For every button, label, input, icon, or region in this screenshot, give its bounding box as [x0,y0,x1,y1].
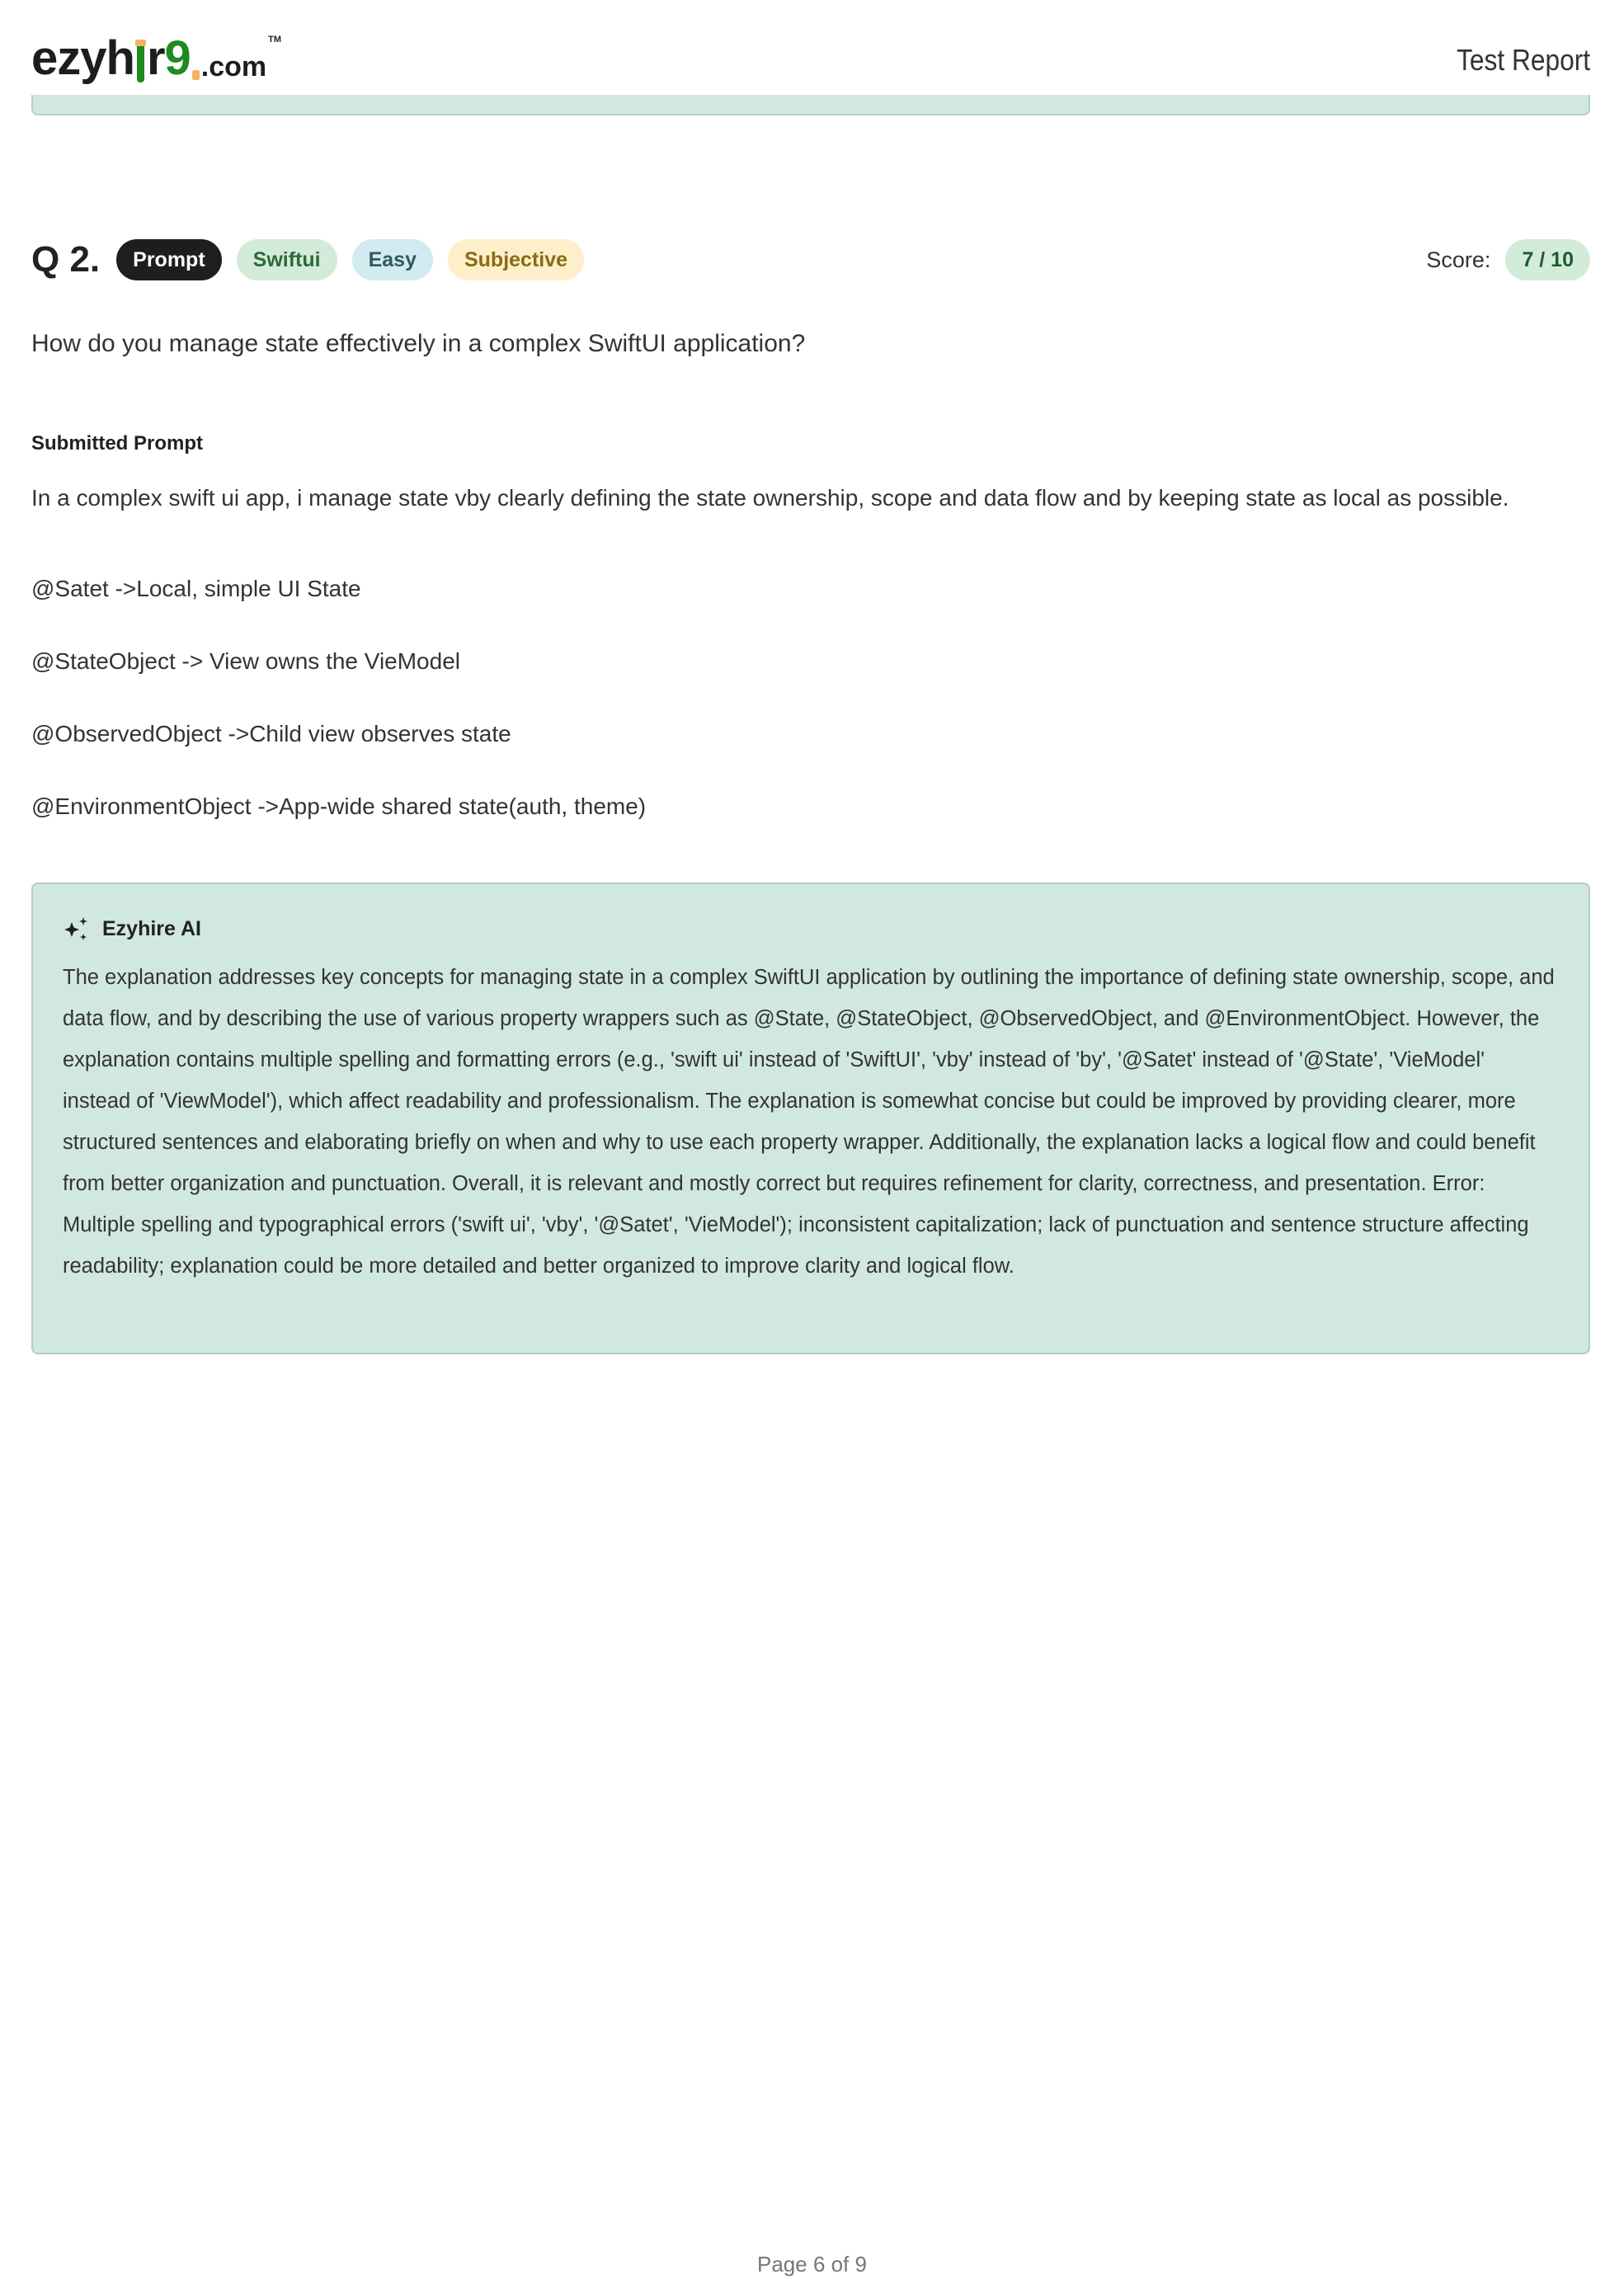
technology-badge: Swiftui [237,239,337,280]
ai-feedback-text: The explanation addresses key concepts for managing state in a complex SwiftUI application by outlining the importance of defining state ownership, scope, and data flow, and by describing the use of various property wrappers such as @State, @StateObject, @ObservedObject, and @EnvironmentObject. However, the explanation contains multiple spelling and formatting errors (e.g., 'swift ui' instead of 'SwiftUI', 'vby' instead of 'by', '@Satet' instead of '@State', 'VieModel' instead of 'ViewModel'), which affect readability and professionalism. The explanation is somewhat concise but could be improved by providing clearer, more structured sentences and elaborating briefly on when and why to use each property wrapper. Additionally, the explanation lacks a logical flow and could benefit from better organization and punctuation. Overall, it is relevant and mostly correct but requires refinement for clarity, correctness, and presentation. Error: Multiple spelling and typographical errors ('swift ui', 'vby', '@Satet', 'VieModel'); inconsistent capitalization; lack of punctuation and sentence structure affecting readability; explanation could be more detailed and better organized to improve clarity and logical flow. [63,966,1555,1278]
difficulty-badge: Easy [352,239,433,280]
score-badge: 7 / 10 [1505,239,1590,280]
logo-trademark: TM [268,35,282,45]
question-header [31,236,1590,284]
submitted-prompt-intro: In a complex swift ui app, i manage state vby clearly defining the state ownership, scope and data flow and by keeping state as local as possible. [31,485,1509,511]
page-number: Page 6 of 9 [757,2252,867,2277]
page-header [31,25,1590,85]
submitted-prompt-line: @Satet ->Local, simple UI State [31,576,361,601]
ai-feedback-header [63,916,1557,942]
logo-text-ezyh: ezyh [31,31,134,85]
question-number: Q 2. [31,239,101,280]
ai-feedback-box [31,883,1590,1354]
logo-text-r: r [146,31,165,85]
score-label: Score: [1426,247,1491,272]
question-type-badge: Prompt [116,239,222,280]
ezyhire-logo [31,31,282,85]
submitted-prompt-line: @StateObject -> View owns the VieModel [31,648,460,674]
logo-tie-icon [137,45,144,82]
score [1426,239,1590,280]
logo-text-com: .com [200,51,267,82]
sparkle-icon [63,916,91,942]
previous-feedback-box-end [31,95,1590,115]
submitted-prompt-label: Submitted Prompt [31,432,203,454]
submitted-prompt-line: @ObservedObject ->Child view observes state [31,721,511,746]
logo-dot [192,70,200,80]
question-text: How do you manage state effectively in a complex SwiftUI application? [31,330,806,357]
ai-feedback-title: Ezyhire AI [102,916,201,940]
submitted-prompt-line: @EnvironmentObject ->App-wide shared state(auth, theme) [31,793,647,819]
answer-type-badge: Subjective [448,239,584,280]
logo-text-e: 9 [164,31,191,85]
report-title: Test Report [1457,43,1590,77]
